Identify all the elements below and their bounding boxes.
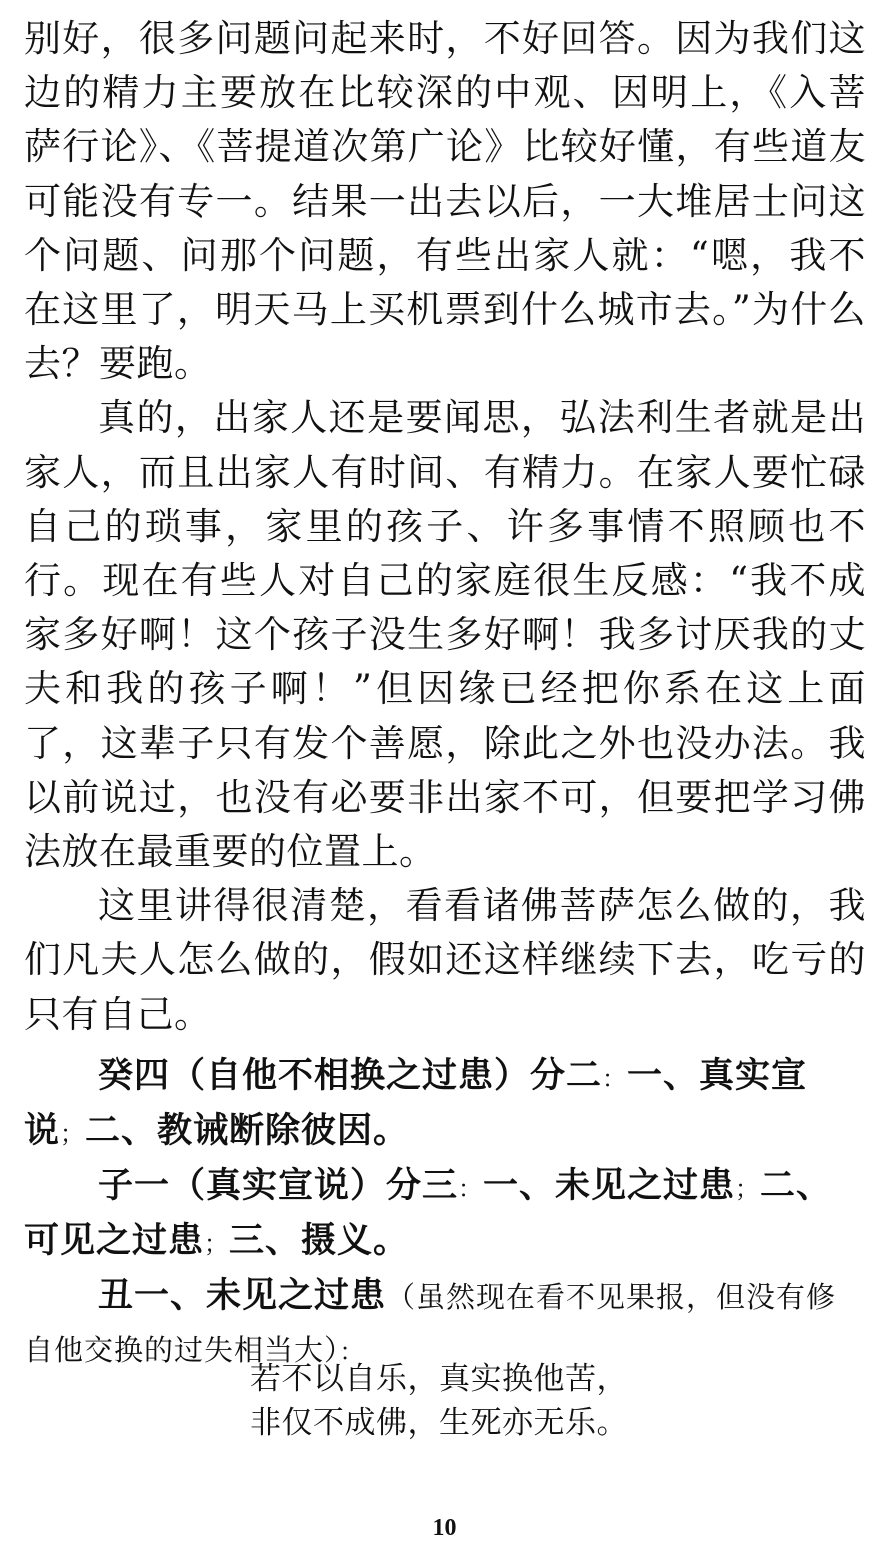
heading-zi-yi-item1: 一、未见之过患 (483, 1165, 736, 1206)
paragraph-1: 别好，很多问题问起来时，不好回答。因为我们这边的精力主要放在比较深的中观、因明上，《入菩萨行论》、《菩提道次第广论》比较好懂，有些道友可能没有专一。结果一出去以后，一大堆居士问这个问题、问那个问题，有些出家人就：“嗯，我不在这里了，明天马上买机票到什么城市去。”为什么去？要跑。 (24, 17, 866, 386)
body-text (24, 12, 866, 1042)
heading-chou-yi-colon: ： (339, 1338, 365, 1366)
heading-zi-yi-item2: 二、可见之过患 (24, 1165, 833, 1261)
heading-gui-si-title: 癸四（自他不相换之过患）分二 (98, 1055, 603, 1096)
heading-chou-yi-title: 丑一、未见之过患 (98, 1275, 387, 1316)
heading-gui-si-item1: 一、真实宣说 (24, 1055, 808, 1151)
heading-gui-si-colon: ： (602, 1065, 628, 1093)
section-headings (24, 1050, 866, 1378)
paragraph-3: 这里讲得很清楚，看看诸佛菩萨怎么做的，我们凡夫人怎么做的，假如还这样继续下去，吃亏的只有自己。 (24, 884, 866, 1036)
paragraph-2: 真的，出家人还是要闻思，弘法利生者就是出家人，而且出家人有时间、有精力。在家人要忙碌自己的琐事，家里的孩子、许多事情不照顾也不行。现在有些人对自己的家庭很生反感：“我不成家多好啊！这个孩子没生多好啊！我多讨厌我的丈夫和我的孩子啊！”但因缘已经把你系在这上面了，这辈子只有发个善愿，除此之外也没办法。我以前说过，也没有必要非出家不可，但要把学习佛法放在最重要的位置上。 (24, 396, 866, 874)
heading-zi-yi-separator-1: ； (735, 1175, 761, 1203)
verse-line-1: 若不以自乐，真实换他苦， (250, 1361, 628, 1397)
verse-block (250, 1357, 850, 1445)
heading-zi-yi (24, 1160, 866, 1270)
heading-zi-yi-colon: ： (458, 1175, 484, 1203)
heading-zi-yi-separator-2: ； (204, 1230, 230, 1258)
page-number: 10 (432, 1515, 457, 1541)
heading-gui-si-item2: 二、教诫断除彼因。 (85, 1110, 410, 1151)
heading-gui-si (24, 1050, 866, 1160)
heading-zi-yi-title: 子一（真实宣说）分三 (98, 1165, 459, 1206)
heading-zi-yi-item3: 三、摄义。 (229, 1220, 410, 1261)
verse-line-2: 非仅不成佛，生死亦无乐。 (250, 1405, 628, 1441)
heading-chou-yi-note: （虽然现在看不见果报，但没有修自他交换的过失相当大） (24, 1280, 837, 1367)
heading-gui-si-separator: ； (60, 1120, 86, 1148)
